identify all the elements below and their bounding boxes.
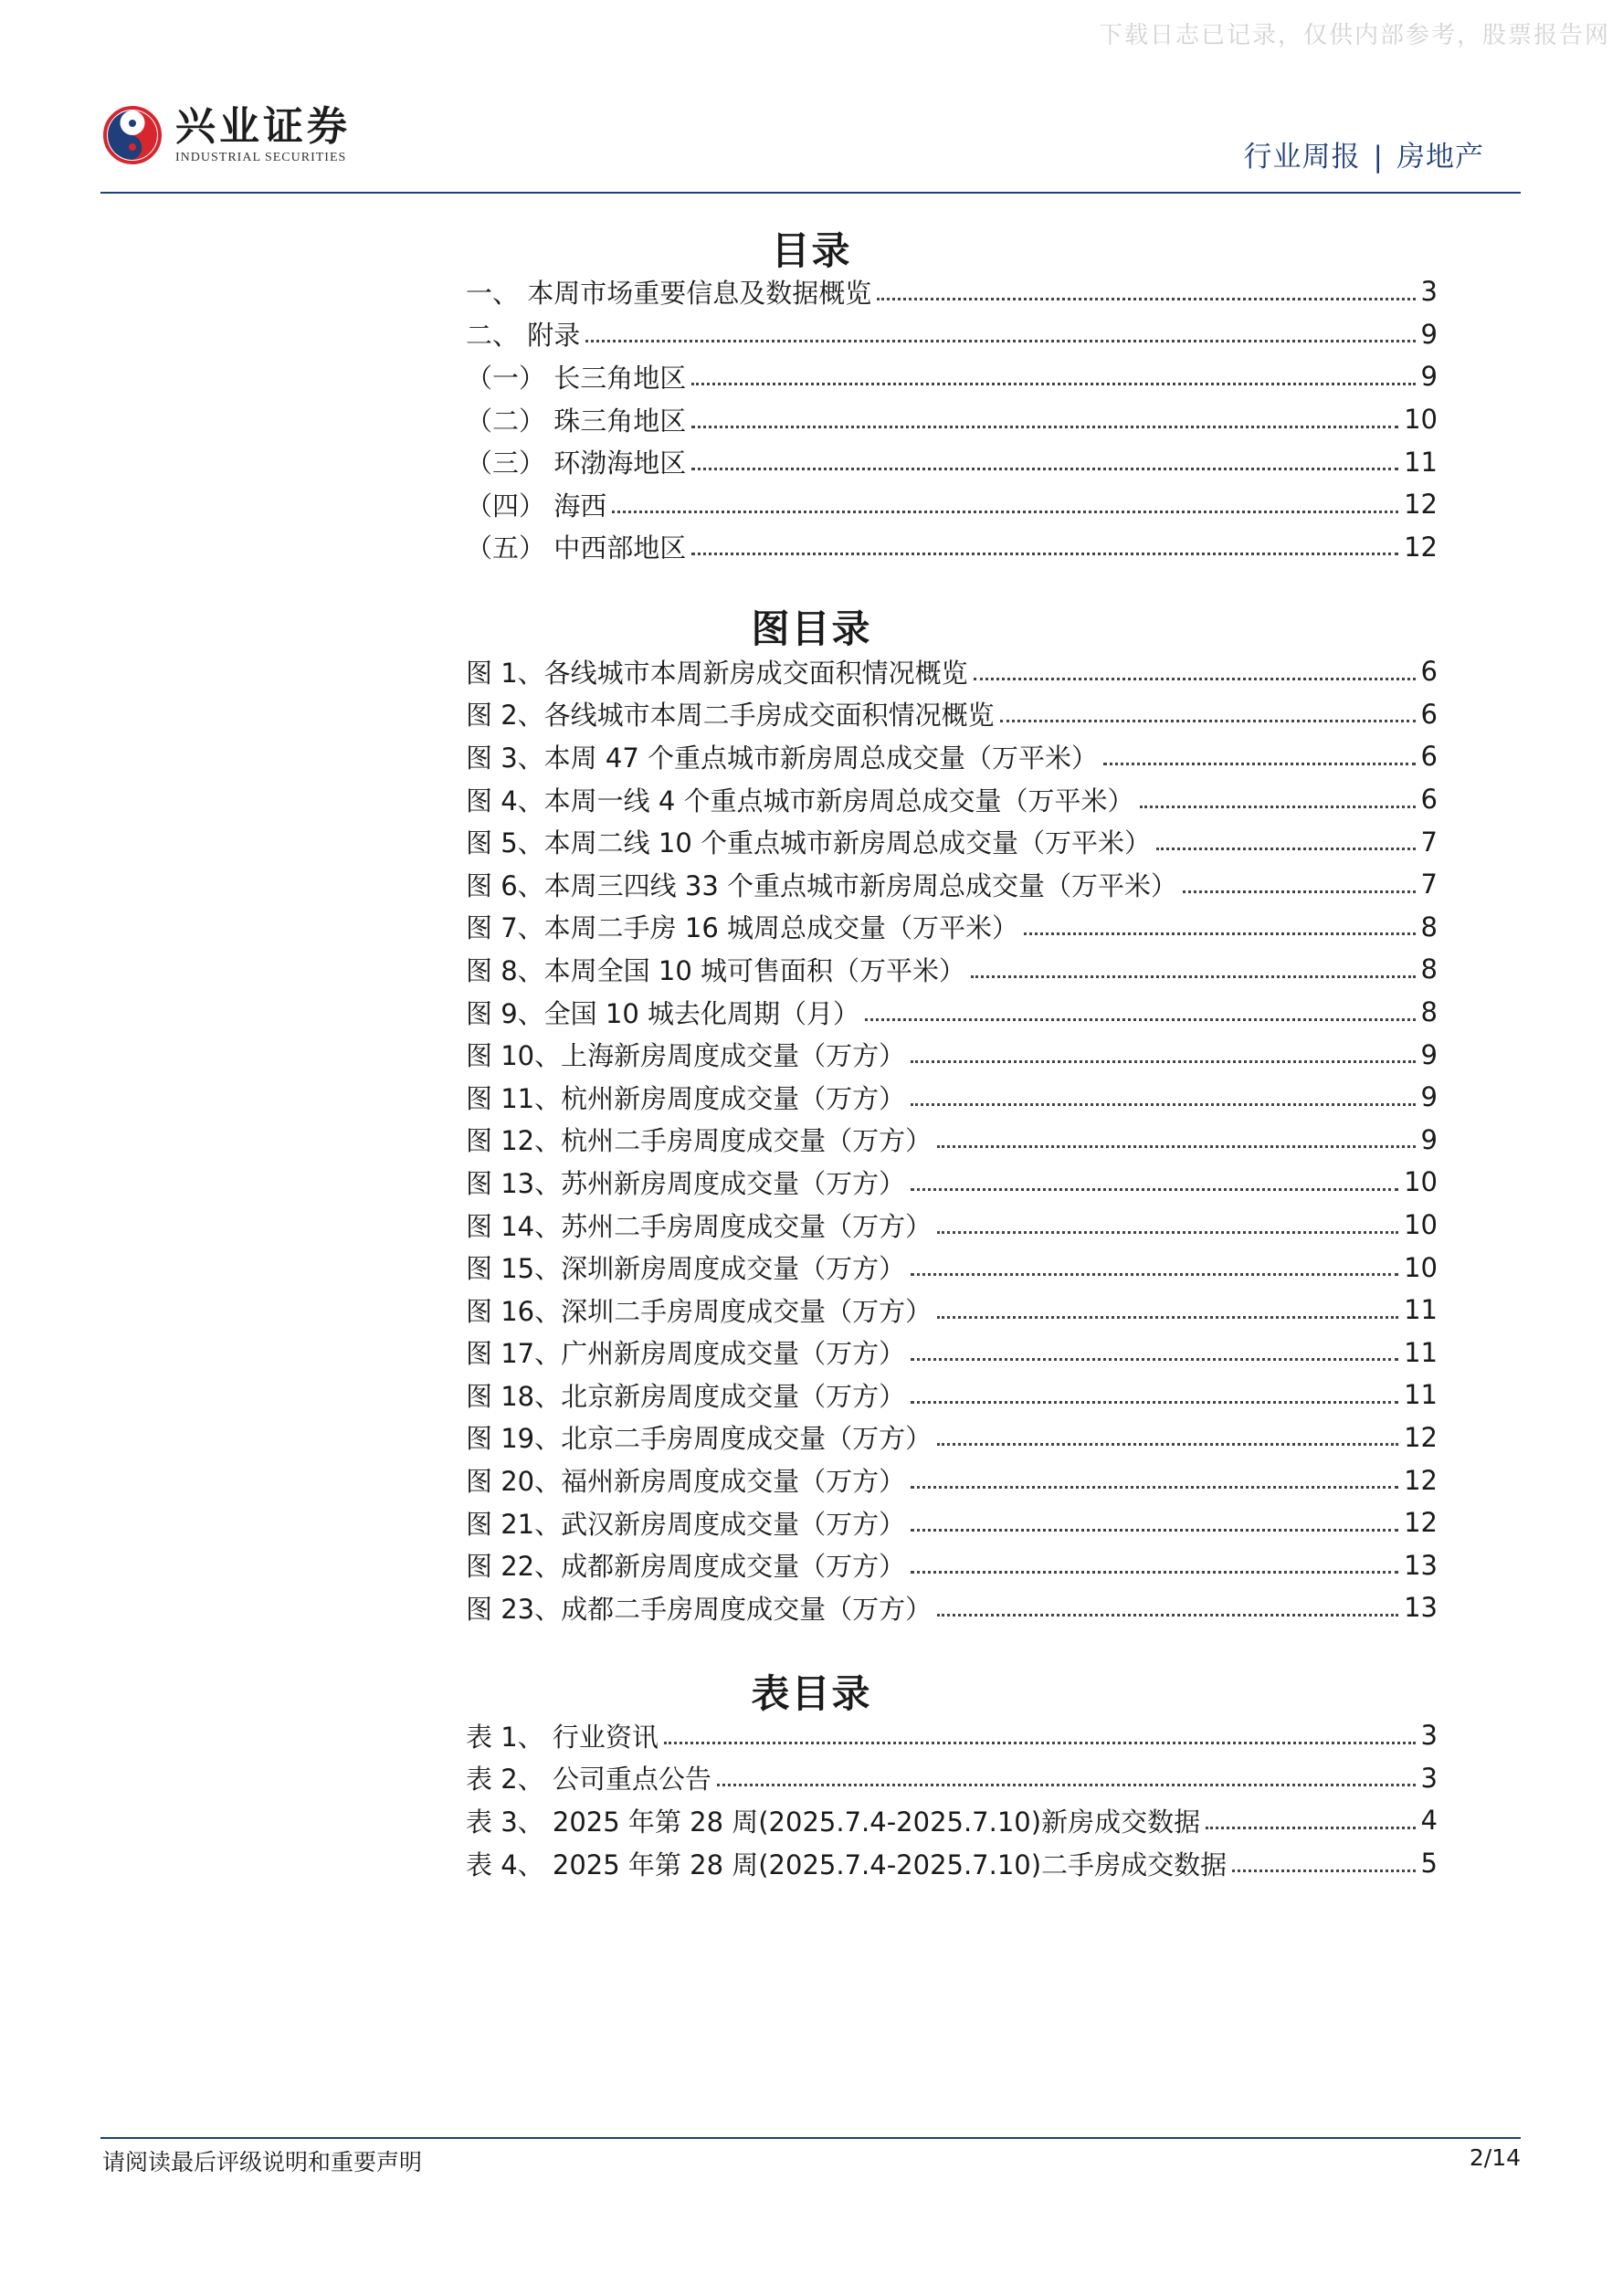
figure-entry[interactable] (466, 820, 1438, 863)
figure-entry-page: 9 (1420, 1038, 1438, 1070)
contents-entry-label: （四） 海西 (466, 490, 607, 521)
figure-entry[interactable] (466, 1119, 1438, 1162)
dot-leader (911, 1188, 1398, 1191)
dot-leader (585, 340, 1415, 342)
contents-entry-page: 3 (1420, 276, 1438, 308)
figure-entry-label: 图 19、北京二手房周度成交量（万方） (466, 1423, 933, 1455)
contents-entry-label: （五） 中西部地区 (466, 532, 687, 564)
watermark: 下载日志已记录，仅供内部参考，股票报告网 (1098, 22, 1610, 49)
footer-disclaimer: 请阅读最后评级说明和重要声明 (102, 2149, 423, 2175)
contents-entry-page: 12 (1404, 489, 1438, 521)
figure-entry-page: 11 (1404, 1294, 1438, 1326)
contents-entry-label: 二、 附录 (466, 320, 581, 352)
dot-leader (1232, 1869, 1415, 1872)
figure-entry-label: 图 5、本周二线 10 个重点城市新房周总成交量（万平米） (466, 827, 1152, 859)
figure-entry-label: 图 10、上海新房周度成交量（万方） (466, 1040, 906, 1072)
contents-entry-label: 一、 本周市场重要信息及数据概览 (466, 277, 872, 309)
table-entry-label: 表 2、 公司重点公告 (466, 1764, 711, 1796)
figure-entry[interactable] (466, 1076, 1438, 1119)
figure-entry[interactable] (466, 1374, 1438, 1417)
table-entry-label: 表 3、 2025 年第 28 周(2025.7.4-2025.7.10)新房成交数据 (466, 1806, 1201, 1838)
contents-entry-label: （二） 珠三角地区 (466, 405, 687, 437)
dot-leader (911, 1529, 1398, 1532)
contents-entry-page: 9 (1420, 361, 1438, 393)
contents-entry-label: （三） 环渤海地区 (466, 448, 687, 479)
figure-entry-page: 12 (1404, 1507, 1438, 1539)
contents-entry[interactable] (466, 526, 1438, 569)
figure-entry-page: 6 (1420, 698, 1438, 730)
footer-divider (100, 2137, 1521, 2139)
table-entry[interactable] (466, 1757, 1438, 1800)
figure-entry[interactable] (466, 1289, 1438, 1332)
figure-entry-label: 图 16、深圳二手房周度成交量（万方） (466, 1295, 933, 1327)
figure-entry-label: 图 13、苏州新房周度成交量（万方） (466, 1167, 906, 1199)
dot-leader (1183, 890, 1416, 893)
figure-entry[interactable] (466, 1459, 1438, 1501)
figure-entry-label: 图 17、广州新房周度成交量（万方） (466, 1338, 906, 1370)
figure-entry-label: 图 21、武汉新房周度成交量（万方） (466, 1508, 906, 1540)
table-entry-page: 5 (1420, 1848, 1438, 1880)
figure-entry-page: 8 (1420, 911, 1438, 943)
figure-entry[interactable] (466, 1161, 1438, 1204)
dot-leader (937, 1614, 1398, 1617)
figure-entry-page: 7 (1420, 869, 1438, 900)
figure-entry-label: 图 3、本周 47 个重点城市新房周总成交量（万平米） (466, 742, 1099, 774)
figure-entry-page: 11 (1404, 1336, 1438, 1368)
contents-entry[interactable] (466, 483, 1438, 526)
contents-list (466, 270, 1438, 568)
brand-name-cn: 兴业证券 (175, 103, 351, 150)
figure-entry-label: 图 7、本周二手房 16 城周总成交量（万平米） (466, 912, 1019, 944)
tables-list (466, 1714, 1438, 1884)
table-entry-label: 表 1、 行业资讯 (466, 1721, 659, 1753)
figure-entry[interactable] (466, 1033, 1438, 1076)
header-separator: | (1373, 141, 1384, 174)
figure-entry[interactable] (466, 1246, 1438, 1289)
figure-entry[interactable] (466, 1204, 1438, 1247)
figures-list (466, 650, 1438, 1629)
figure-entry[interactable] (466, 735, 1438, 778)
table-entry[interactable] (466, 1842, 1438, 1885)
report-category (1244, 133, 1484, 174)
figure-entry-page: 8 (1420, 996, 1438, 1028)
dot-leader (937, 1316, 1398, 1319)
figure-entry[interactable] (466, 693, 1438, 736)
dot-leader (974, 678, 1416, 680)
figure-entry-page: 13 (1404, 1592, 1438, 1624)
contents-entry[interactable] (466, 440, 1438, 483)
dot-leader (911, 1486, 1398, 1489)
figure-entry-page: 13 (1404, 1549, 1438, 1581)
figure-entry[interactable] (466, 991, 1438, 1034)
dot-leader (691, 553, 1398, 555)
dot-leader (911, 1273, 1398, 1276)
dot-leader (937, 1443, 1398, 1446)
dot-leader (664, 1742, 1416, 1744)
figure-entry-page: 12 (1404, 1421, 1438, 1453)
tables-title: 表目录 (751, 1671, 872, 1716)
figure-entry-page: 12 (1404, 1464, 1438, 1496)
table-entry[interactable] (466, 1714, 1438, 1757)
figure-entry-label: 图 14、苏州二手房周度成交量（万方） (466, 1210, 933, 1242)
contents-entry[interactable] (466, 313, 1438, 356)
brand-name-en: INDUSTRIAL SECURITIES (175, 151, 347, 164)
page-number: 2/14 (1469, 2144, 1521, 2171)
dot-leader (1140, 806, 1416, 808)
figure-entry-label: 图 2、各线城市本周二手房成交面积情况概览 (466, 700, 995, 732)
figure-entry-page: 9 (1420, 1081, 1438, 1113)
dot-leader (691, 468, 1398, 470)
contents-entry[interactable] (466, 398, 1438, 441)
table-entry-label: 表 4、 2025 年第 28 周(2025.7.4-2025.7.10)二手房成交数据 (466, 1848, 1228, 1880)
figure-entry[interactable] (466, 650, 1438, 693)
report-sector: 房地产 (1396, 141, 1484, 174)
report-type: 行业周报 (1243, 141, 1361, 174)
figure-entry-page: 9 (1420, 1123, 1438, 1155)
dot-leader (971, 975, 1416, 978)
dot-leader (911, 1103, 1415, 1106)
figure-entry[interactable] (466, 1332, 1438, 1374)
figure-entry-label: 图 15、深圳新房周度成交量（万方） (466, 1253, 906, 1285)
figure-entry[interactable] (466, 906, 1438, 949)
figure-entry-label: 图 1、各线城市本周新房成交面积情况概览 (466, 657, 968, 689)
dot-leader (911, 1571, 1398, 1574)
table-entry-page: 4 (1420, 1805, 1438, 1837)
figure-entry-page: 10 (1404, 1251, 1438, 1283)
dot-leader (911, 1401, 1398, 1404)
figure-entry[interactable] (466, 948, 1438, 991)
brand-logo (102, 99, 351, 172)
figure-entry-page: 10 (1404, 1166, 1438, 1198)
dot-leader (691, 426, 1398, 428)
figure-entry[interactable] (466, 1417, 1438, 1459)
dot-leader (1024, 932, 1416, 935)
dot-leader (911, 1358, 1398, 1361)
dot-leader (865, 1018, 1416, 1021)
figure-entry-page: 11 (1404, 1379, 1438, 1411)
dot-leader (877, 298, 1415, 300)
figure-entry[interactable] (466, 863, 1438, 906)
figure-entry-label: 图 12、杭州二手房周度成交量（万方） (466, 1125, 933, 1157)
figure-entry-label: 图 6、本周三四线 33 个重点城市新房周总成交量（万平米） (466, 869, 1178, 901)
contents-entry-label: （一） 长三角地区 (466, 362, 687, 394)
figure-entry-page: 6 (1420, 784, 1438, 816)
figure-entry-page: 6 (1420, 656, 1438, 688)
table-entry[interactable] (466, 1799, 1438, 1842)
dot-leader (1156, 848, 1416, 850)
table-entry-page: 3 (1420, 1762, 1438, 1794)
contents-entry-page: 10 (1404, 404, 1438, 436)
contents-title: 目录 (771, 228, 852, 273)
figure-entry[interactable] (466, 778, 1438, 821)
dot-leader (1206, 1827, 1415, 1829)
figures-title: 图目录 (751, 606, 872, 651)
dot-leader (911, 1060, 1415, 1063)
figure-entry-page: 10 (1404, 1209, 1438, 1241)
contents-entry[interactable] (466, 355, 1438, 398)
figure-entry-label: 图 18、北京新房周度成交量（万方） (466, 1380, 906, 1412)
dot-leader (937, 1231, 1398, 1234)
contents-entry-page: 11 (1404, 446, 1438, 478)
dot-leader (691, 383, 1415, 385)
figure-entry-label: 图 8、本周全国 10 城可售面积（万平米） (466, 954, 966, 986)
figure-entry[interactable] (466, 1501, 1438, 1544)
figure-entry[interactable] (466, 1543, 1438, 1586)
contents-entry-page: 9 (1420, 318, 1438, 350)
contents-entry-page: 12 (1404, 531, 1438, 563)
figure-entry[interactable] (466, 1586, 1438, 1629)
figure-entry-page: 6 (1420, 741, 1438, 773)
figure-entry-label: 图 20、福州新房周度成交量（万方） (466, 1466, 906, 1498)
dot-leader (937, 1145, 1415, 1148)
figure-entry-label: 图 23、成都二手房周度成交量（万方） (466, 1593, 933, 1625)
figure-entry-label: 图 22、成都新房周度成交量（万方） (466, 1551, 906, 1583)
figure-entry-label: 图 9、全国 10 城去化周期（月） (466, 997, 860, 1029)
dot-leader (1103, 763, 1416, 765)
header-divider (100, 192, 1521, 194)
dot-leader (1000, 720, 1416, 722)
figure-entry-page: 8 (1420, 953, 1438, 985)
figure-entry-label: 图 4、本周一线 4 个重点城市新房周总成交量（万平米） (466, 785, 1134, 816)
contents-entry[interactable] (466, 270, 1438, 313)
figure-entry-label: 图 11、杭州新房周度成交量（万方） (466, 1082, 906, 1114)
dot-leader (612, 511, 1398, 513)
figure-entry-page: 7 (1420, 826, 1438, 858)
dot-leader (717, 1784, 1416, 1786)
brand-logo-icon (102, 105, 163, 165)
table-entry-page: 3 (1420, 1720, 1438, 1752)
